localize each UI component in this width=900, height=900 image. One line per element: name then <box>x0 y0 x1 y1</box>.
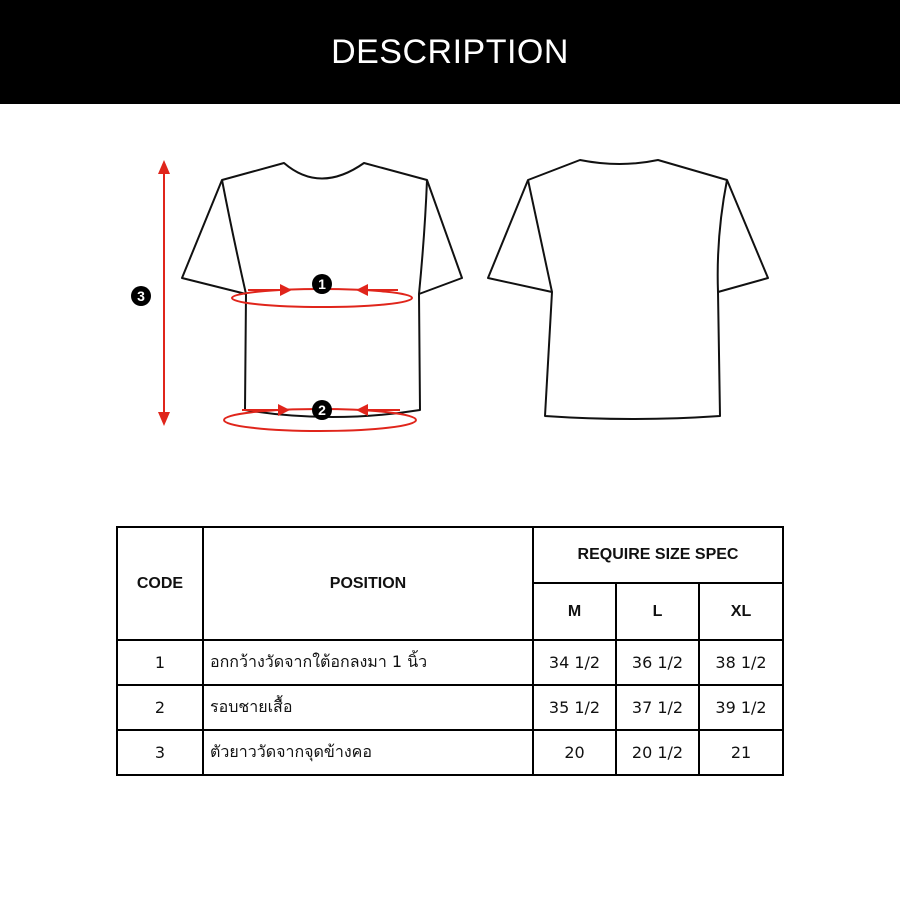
row-size-l: 36 1/2 <box>616 640 699 685</box>
front-right-sleeve-seam <box>419 180 427 294</box>
code-column-header: CODE <box>117 527 203 640</box>
size-xl-header: XL <box>699 583 783 640</box>
row-size-m: 35 1/2 <box>533 685 616 730</box>
row-code: 3 <box>117 730 203 775</box>
row-size-m: 34 1/2 <box>533 640 616 685</box>
size-l-header: L <box>616 583 699 640</box>
marker-1-label: 1 <box>318 276 326 292</box>
marker-2-badge <box>312 400 332 420</box>
length-arrow-top <box>158 160 170 174</box>
row-position: ตัวยาววัดจากจุดข้างคอ <box>203 730 533 775</box>
table-row <box>117 685 783 730</box>
row-size-xl: 21 <box>699 730 783 775</box>
back-right-sleeve-seam <box>718 180 727 292</box>
marker-3-label: 3 <box>137 288 145 304</box>
row-position: รอบชายเสื้อ <box>203 685 533 730</box>
table-row <box>117 730 783 775</box>
tshirt-diagram-svg <box>0 104 900 504</box>
require-size-spec-header: REQUIRE SIZE SPEC <box>533 527 783 583</box>
size-diagram <box>0 104 900 504</box>
marker-1-badge <box>312 274 332 294</box>
position-column-header: POSITION <box>203 527 533 640</box>
front-left-sleeve-seam <box>222 180 246 294</box>
row-position: อกกว้างวัดจากใต้อกลงมา 1 นิ้ว <box>203 640 533 685</box>
row-size-l: 37 1/2 <box>616 685 699 730</box>
size-m-header: M <box>533 583 616 640</box>
row-size-m: 20 <box>533 730 616 775</box>
marker-2-label: 2 <box>318 402 326 418</box>
size-spec-table <box>116 526 784 776</box>
table-header-row <box>117 527 783 583</box>
row-size-xl: 39 1/2 <box>699 685 783 730</box>
back-shirt-outline <box>488 160 768 419</box>
header-bar <box>0 0 900 104</box>
page-title: DESCRIPTION <box>331 32 569 71</box>
back-left-sleeve-seam <box>528 180 552 292</box>
row-size-l: 20 1/2 <box>616 730 699 775</box>
row-code: 1 <box>117 640 203 685</box>
table-row <box>117 640 783 685</box>
row-code: 2 <box>117 685 203 730</box>
row-size-xl: 38 1/2 <box>699 640 783 685</box>
length-arrow-bottom <box>158 412 170 426</box>
marker-3-badge <box>131 286 151 306</box>
